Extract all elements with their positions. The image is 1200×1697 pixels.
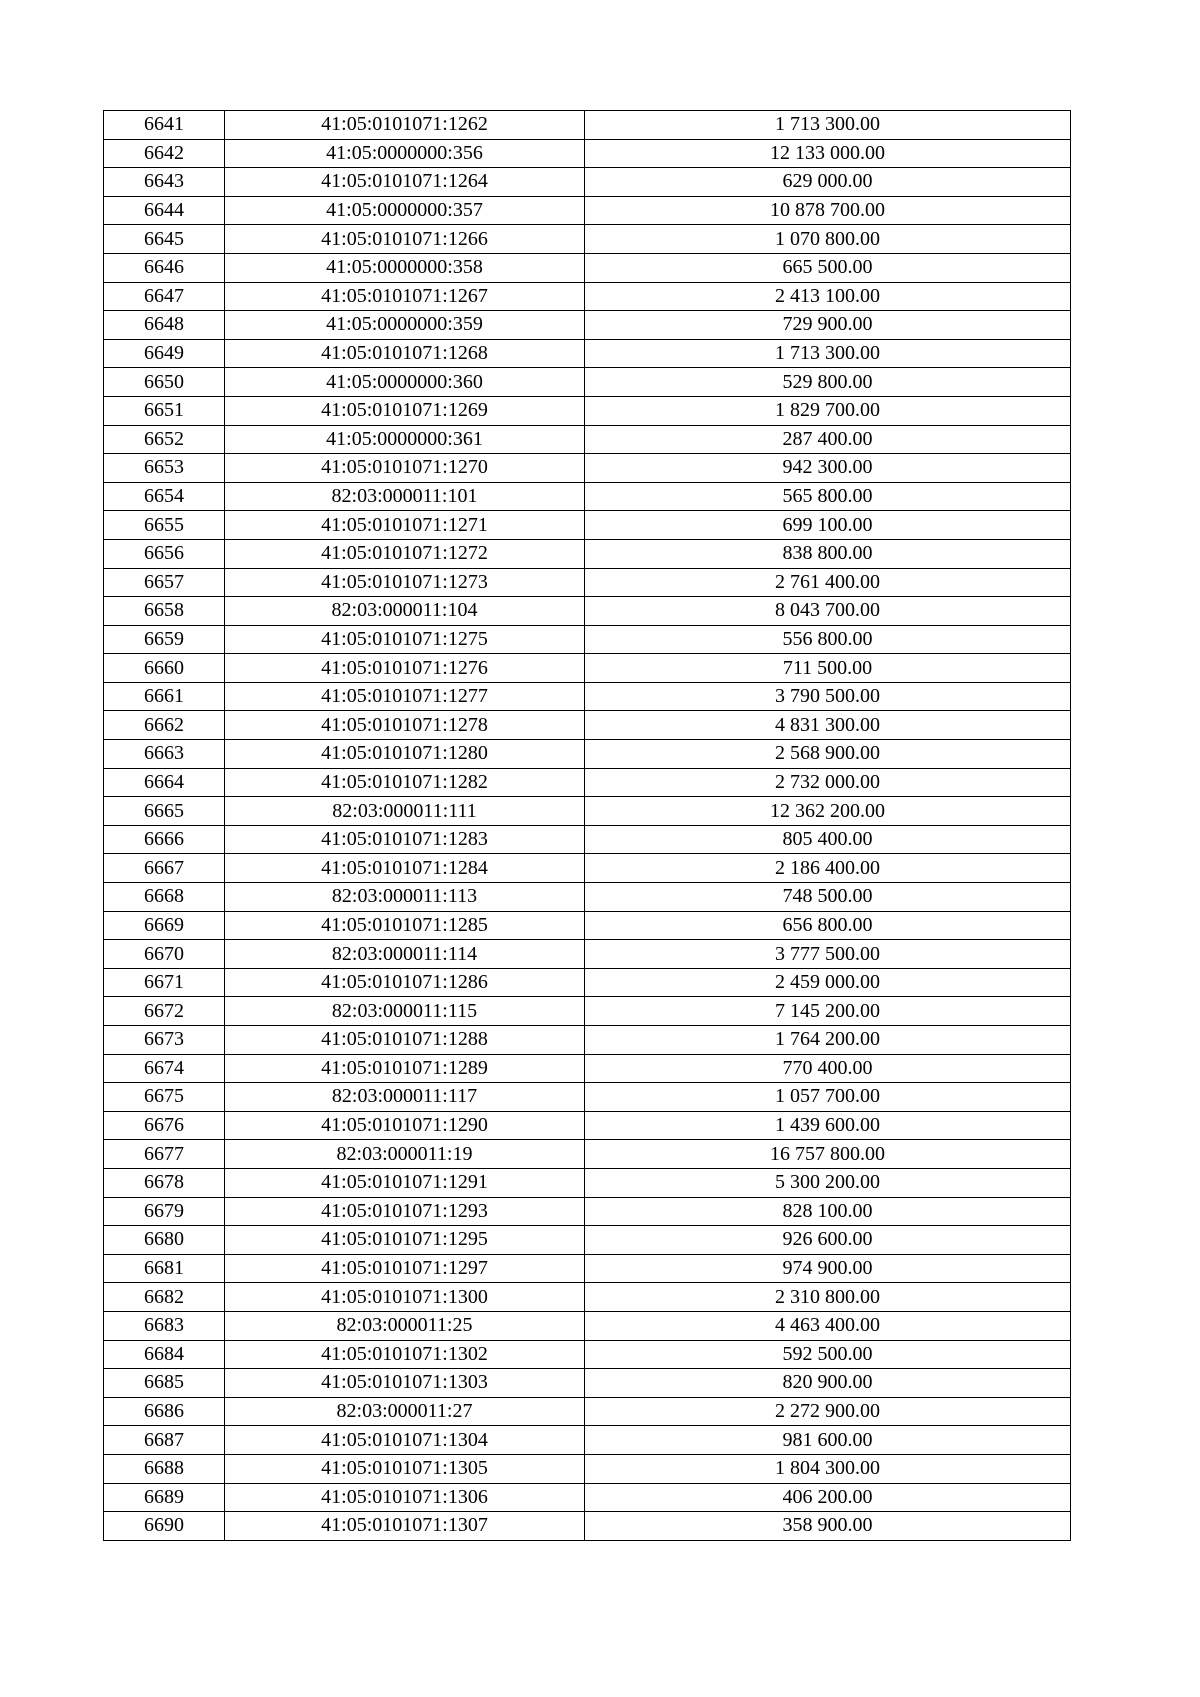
row-number-cell: 6660 [104, 654, 225, 683]
table-row [104, 482, 1071, 511]
cadastral-number-cell: 41:05:0101071:1302 [225, 1340, 585, 1369]
table-row [104, 1026, 1071, 1055]
table-row [104, 339, 1071, 368]
cadastral-number-cell: 41:05:0101071:1264 [225, 168, 585, 197]
table-row [104, 1226, 1071, 1255]
table-row [104, 1454, 1071, 1483]
row-number-cell: 6641 [104, 111, 225, 140]
cadastral-number-cell: 41:05:0101071:1267 [225, 282, 585, 311]
row-number-cell: 6661 [104, 682, 225, 711]
row-number-cell: 6680 [104, 1226, 225, 1255]
row-number-cell: 6658 [104, 597, 225, 626]
table-row [104, 539, 1071, 568]
cadastral-number-cell: 82:03:000011:25 [225, 1311, 585, 1340]
row-number-cell: 6675 [104, 1083, 225, 1112]
table-row [104, 1369, 1071, 1398]
table-row [104, 654, 1071, 683]
value-cell: 2 568 900.00 [585, 740, 1071, 769]
cadastral-number-cell: 41:05:0101071:1272 [225, 539, 585, 568]
cadastral-number-cell: 41:05:0101071:1293 [225, 1197, 585, 1226]
value-cell: 711 500.00 [585, 654, 1071, 683]
value-cell: 1 764 200.00 [585, 1026, 1071, 1055]
row-number-cell: 6687 [104, 1426, 225, 1455]
value-cell: 926 600.00 [585, 1226, 1071, 1255]
row-number-cell: 6652 [104, 425, 225, 454]
table-row [104, 568, 1071, 597]
table-row [104, 368, 1071, 397]
value-cell: 1 829 700.00 [585, 396, 1071, 425]
cadastral-number-cell: 41:05:0101071:1306 [225, 1483, 585, 1512]
table-row [104, 1111, 1071, 1140]
row-number-cell: 6656 [104, 539, 225, 568]
row-number-cell: 6662 [104, 711, 225, 740]
value-cell: 4 463 400.00 [585, 1311, 1071, 1340]
cadastral-number-cell: 41:05:0000000:359 [225, 311, 585, 340]
cadastral-value-table [103, 110, 1071, 1541]
cadastral-number-cell: 41:05:0101071:1275 [225, 625, 585, 654]
cadastral-number-cell: 41:05:0101071:1291 [225, 1168, 585, 1197]
row-number-cell: 6644 [104, 196, 225, 225]
value-cell: 592 500.00 [585, 1340, 1071, 1369]
row-number-cell: 6668 [104, 883, 225, 912]
value-cell: 10 878 700.00 [585, 196, 1071, 225]
cadastral-number-cell: 41:05:0101071:1304 [225, 1426, 585, 1455]
table-row [104, 1283, 1071, 1312]
row-number-cell: 6643 [104, 168, 225, 197]
cadastral-number-cell: 41:05:0101071:1303 [225, 1369, 585, 1398]
value-cell: 656 800.00 [585, 911, 1071, 940]
value-cell: 5 300 200.00 [585, 1168, 1071, 1197]
row-number-cell: 6676 [104, 1111, 225, 1140]
table-row [104, 997, 1071, 1026]
value-cell: 729 900.00 [585, 311, 1071, 340]
value-cell: 1 057 700.00 [585, 1083, 1071, 1112]
table-row [104, 854, 1071, 883]
table-row [104, 1397, 1071, 1426]
row-number-cell: 6679 [104, 1197, 225, 1226]
row-number-cell: 6657 [104, 568, 225, 597]
value-cell: 981 600.00 [585, 1426, 1071, 1455]
cadastral-number-cell: 41:05:0101071:1307 [225, 1512, 585, 1541]
row-number-cell: 6670 [104, 940, 225, 969]
cadastral-number-cell: 41:05:0101071:1288 [225, 1026, 585, 1055]
value-cell: 2 459 000.00 [585, 968, 1071, 997]
value-cell: 3 790 500.00 [585, 682, 1071, 711]
value-cell: 358 900.00 [585, 1512, 1071, 1541]
row-number-cell: 6654 [104, 482, 225, 511]
row-number-cell: 6684 [104, 1340, 225, 1369]
row-number-cell: 6673 [104, 1026, 225, 1055]
cadastral-number-cell: 82:03:000011:101 [225, 482, 585, 511]
value-cell: 805 400.00 [585, 825, 1071, 854]
table-row [104, 1168, 1071, 1197]
value-cell: 1 070 800.00 [585, 225, 1071, 254]
table-row [104, 425, 1071, 454]
value-cell: 406 200.00 [585, 1483, 1071, 1512]
cadastral-number-cell: 41:05:0101071:1270 [225, 454, 585, 483]
table-row [104, 1140, 1071, 1169]
row-number-cell: 6689 [104, 1483, 225, 1512]
row-number-cell: 6678 [104, 1168, 225, 1197]
table-row [104, 196, 1071, 225]
value-cell: 748 500.00 [585, 883, 1071, 912]
value-cell: 665 500.00 [585, 253, 1071, 282]
cadastral-number-cell: 41:05:0101071:1273 [225, 568, 585, 597]
value-cell: 2 761 400.00 [585, 568, 1071, 597]
cadastral-number-cell: 41:05:0000000:357 [225, 196, 585, 225]
row-number-cell: 6672 [104, 997, 225, 1026]
row-number-cell: 6690 [104, 1512, 225, 1541]
cadastral-number-cell: 82:03:000011:111 [225, 797, 585, 826]
value-cell: 1 713 300.00 [585, 339, 1071, 368]
cadastral-number-cell: 41:05:0000000:356 [225, 139, 585, 168]
table-row [104, 711, 1071, 740]
table-row [104, 311, 1071, 340]
row-number-cell: 6651 [104, 396, 225, 425]
table-row [104, 1311, 1071, 1340]
table-row [104, 768, 1071, 797]
cadastral-number-cell: 82:03:000011:27 [225, 1397, 585, 1426]
value-cell: 2 310 800.00 [585, 1283, 1071, 1312]
cadastral-number-cell: 41:05:0101071:1290 [225, 1111, 585, 1140]
value-cell: 529 800.00 [585, 368, 1071, 397]
value-cell: 16 757 800.00 [585, 1140, 1071, 1169]
table-row [104, 1197, 1071, 1226]
table-row [104, 168, 1071, 197]
cadastral-number-cell: 41:05:0101071:1283 [225, 825, 585, 854]
row-number-cell: 6653 [104, 454, 225, 483]
value-cell: 565 800.00 [585, 482, 1071, 511]
row-number-cell: 6663 [104, 740, 225, 769]
row-number-cell: 6666 [104, 825, 225, 854]
value-cell: 2 732 000.00 [585, 768, 1071, 797]
table-row [104, 511, 1071, 540]
value-cell: 7 145 200.00 [585, 997, 1071, 1026]
row-number-cell: 6664 [104, 768, 225, 797]
table-row [104, 940, 1071, 969]
cadastral-number-cell: 41:05:0101071:1268 [225, 339, 585, 368]
value-cell: 838 800.00 [585, 539, 1071, 568]
cadastral-number-cell: 41:05:0101071:1305 [225, 1454, 585, 1483]
table-row [104, 625, 1071, 654]
row-number-cell: 6671 [104, 968, 225, 997]
table-row [104, 682, 1071, 711]
cadastral-number-cell: 82:03:000011:104 [225, 597, 585, 626]
row-number-cell: 6669 [104, 911, 225, 940]
row-number-cell: 6683 [104, 1311, 225, 1340]
table-row [104, 225, 1071, 254]
value-cell: 2 272 900.00 [585, 1397, 1071, 1426]
cadastral-number-cell: 82:03:000011:113 [225, 883, 585, 912]
value-cell: 820 900.00 [585, 1369, 1071, 1398]
value-cell: 699 100.00 [585, 511, 1071, 540]
value-cell: 629 000.00 [585, 168, 1071, 197]
cadastral-number-cell: 41:05:0101071:1297 [225, 1254, 585, 1283]
table-row [104, 282, 1071, 311]
table-row [104, 1254, 1071, 1283]
cadastral-number-cell: 41:05:0101071:1285 [225, 911, 585, 940]
value-cell: 12 133 000.00 [585, 139, 1071, 168]
row-number-cell: 6649 [104, 339, 225, 368]
table-row [104, 454, 1071, 483]
cadastral-number-cell: 41:05:0000000:360 [225, 368, 585, 397]
value-cell: 974 900.00 [585, 1254, 1071, 1283]
value-cell: 2 413 100.00 [585, 282, 1071, 311]
table-row [104, 968, 1071, 997]
table-row [104, 1512, 1071, 1541]
row-number-cell: 6686 [104, 1397, 225, 1426]
table-row [104, 111, 1071, 140]
value-cell: 1 713 300.00 [585, 111, 1071, 140]
table-row [104, 597, 1071, 626]
cadastral-number-cell: 41:05:0101071:1282 [225, 768, 585, 797]
cadastral-number-cell: 41:05:0101071:1280 [225, 740, 585, 769]
cadastral-number-cell: 41:05:0101071:1289 [225, 1054, 585, 1083]
table-row [104, 396, 1071, 425]
row-number-cell: 6655 [104, 511, 225, 540]
table-row [104, 1483, 1071, 1512]
row-number-cell: 6674 [104, 1054, 225, 1083]
cadastral-number-cell: 41:05:0101071:1284 [225, 854, 585, 883]
cadastral-number-cell: 82:03:000011:114 [225, 940, 585, 969]
cadastral-number-cell: 41:05:0101071:1262 [225, 111, 585, 140]
table-row [104, 740, 1071, 769]
value-cell: 8 043 700.00 [585, 597, 1071, 626]
row-number-cell: 6681 [104, 1254, 225, 1283]
value-cell: 942 300.00 [585, 454, 1071, 483]
row-number-cell: 6648 [104, 311, 225, 340]
cadastral-number-cell: 41:05:0101071:1300 [225, 1283, 585, 1312]
cadastral-number-cell: 41:05:0101071:1277 [225, 682, 585, 711]
row-number-cell: 6685 [104, 1369, 225, 1398]
table-row [104, 1426, 1071, 1455]
row-number-cell: 6642 [104, 139, 225, 168]
cadastral-number-cell: 41:05:0000000:361 [225, 425, 585, 454]
value-cell: 556 800.00 [585, 625, 1071, 654]
value-cell: 828 100.00 [585, 1197, 1071, 1226]
value-cell: 1 439 600.00 [585, 1111, 1071, 1140]
row-number-cell: 6688 [104, 1454, 225, 1483]
row-number-cell: 6665 [104, 797, 225, 826]
cadastral-number-cell: 41:05:0101071:1271 [225, 511, 585, 540]
cadastral-number-cell: 82:03:000011:19 [225, 1140, 585, 1169]
row-number-cell: 6647 [104, 282, 225, 311]
row-number-cell: 6646 [104, 253, 225, 282]
table-row [104, 825, 1071, 854]
table-row [104, 911, 1071, 940]
row-number-cell: 6650 [104, 368, 225, 397]
value-cell: 4 831 300.00 [585, 711, 1071, 740]
value-cell: 1 804 300.00 [585, 1454, 1071, 1483]
table-row [104, 1340, 1071, 1369]
cadastral-number-cell: 41:05:0000000:358 [225, 253, 585, 282]
cadastral-number-cell: 41:05:0101071:1266 [225, 225, 585, 254]
table-row [104, 253, 1071, 282]
table-row [104, 139, 1071, 168]
cadastral-number-cell: 82:03:000011:117 [225, 1083, 585, 1112]
cadastral-number-cell: 41:05:0101071:1269 [225, 396, 585, 425]
table-body [104, 111, 1071, 1541]
value-cell: 770 400.00 [585, 1054, 1071, 1083]
row-number-cell: 6667 [104, 854, 225, 883]
value-cell: 287 400.00 [585, 425, 1071, 454]
table-row [104, 1054, 1071, 1083]
row-number-cell: 6645 [104, 225, 225, 254]
value-cell: 3 777 500.00 [585, 940, 1071, 969]
row-number-cell: 6677 [104, 1140, 225, 1169]
row-number-cell: 6682 [104, 1283, 225, 1312]
cadastral-number-cell: 41:05:0101071:1295 [225, 1226, 585, 1255]
row-number-cell: 6659 [104, 625, 225, 654]
value-cell: 2 186 400.00 [585, 854, 1071, 883]
cadastral-number-cell: 41:05:0101071:1286 [225, 968, 585, 997]
table-row [104, 797, 1071, 826]
cadastral-number-cell: 82:03:000011:115 [225, 997, 585, 1026]
value-cell: 12 362 200.00 [585, 797, 1071, 826]
table-row [104, 1083, 1071, 1112]
cadastral-number-cell: 41:05:0101071:1278 [225, 711, 585, 740]
table-row [104, 883, 1071, 912]
cadastral-number-cell: 41:05:0101071:1276 [225, 654, 585, 683]
